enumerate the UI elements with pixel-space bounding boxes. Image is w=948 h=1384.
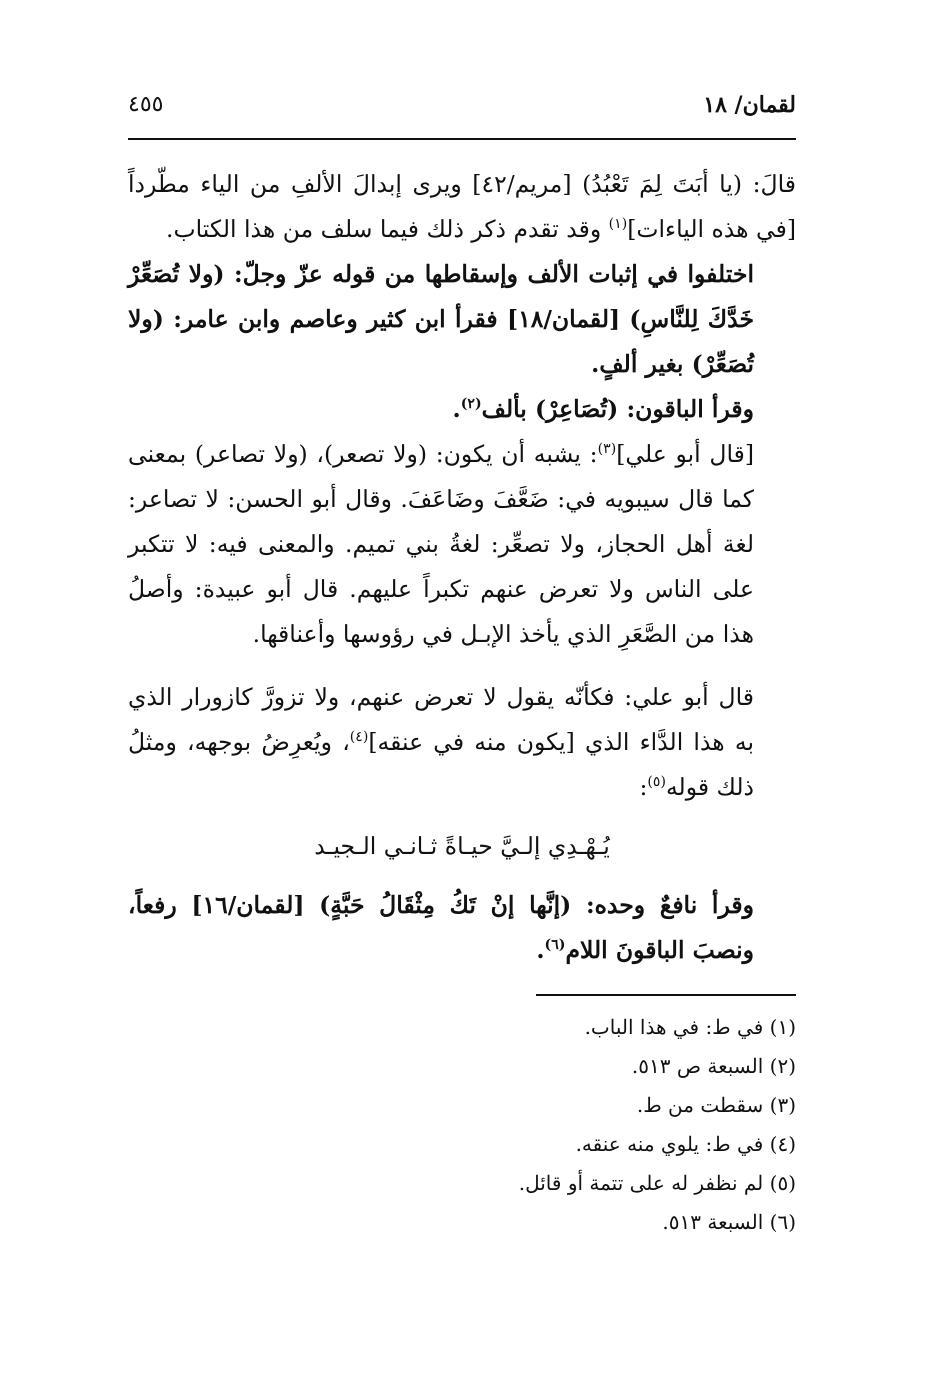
footnote-5: (٥) لم نظفر له على تتمة أو قائل. bbox=[518, 1171, 796, 1195]
paragraph-4: [قال أبو علي]$^{(٣)}$: يشبه أن يكون: (ولا تصعر)، (ولا تصاعر) بمعنى كما قال سيبويه في: ضَعَّفَ وضَاعَفَ. وقال أبو الحسن: لا تصاعر: لغة أهل الحجاز، ولا تصعِّر: لغةُ بني تميم. والمعنى فيه: لا تتكبر على الناس ولا تعرض عنهم تكبراً عليهم. قال أبو عبيدة: وأصلُ هذا من الصَّعَرِ الذي يأخذ الإبـل في رؤوسها وأعناقها. bbox=[128, 440, 755, 648]
footnote-ref: (٢) bbox=[460, 396, 482, 413]
footnotes bbox=[128, 1008, 796, 1242]
footnote-1: (١) في ط: في هذا الباب. bbox=[584, 1015, 796, 1039]
footnote-separator bbox=[536, 994, 796, 996]
footnote-6: (٦) السبعة ٥١٣. bbox=[662, 1210, 796, 1234]
header-rule bbox=[128, 138, 796, 140]
footnote-ref: (١) bbox=[608, 216, 628, 233]
footnote-3: (٣) سقطت من ط. bbox=[636, 1093, 796, 1117]
footnote-ref: (٤) bbox=[349, 729, 369, 746]
paragraph-3: وقرأ الباقون: (تُصَاعِرْ) بألف$^{(٢)}$. bbox=[452, 395, 754, 423]
footnote-ref: (٥) bbox=[647, 774, 666, 791]
footnote-ref: (٣) bbox=[597, 441, 617, 458]
running-title: لقمان/ ١٨ bbox=[703, 92, 796, 118]
main-text bbox=[128, 162, 796, 973]
footnote-ref: (٦) bbox=[544, 937, 566, 954]
page-header bbox=[128, 92, 796, 130]
footnote-2: (٢) السبعة ص ٥١٣. bbox=[631, 1054, 796, 1078]
page-number: ٤٥٥ bbox=[128, 92, 164, 117]
paragraph-2: اختلفوا في إثبات الألف وإسقاطها من قوله عزّ وجلّ: (ولا تُصَعِّرْ خَدَّكَ لِلنَّاسِ) [لقمان/١٨] فقرأ ابن كثير وعاصم وابن عامر: (ولا تُصَعِّرْ) بغير ألفٍ. bbox=[128, 260, 754, 378]
paragraph-1: قالَ: (يا أبَتَ لِمَ تَعْبُدُ) [مريم/٤٢] ويرى إبدالَ الألفِ من الياء مطّرداً [في هذه الياءات]$^{(١)}$ وقد تقدم ذكر ذلك فيما سلف من هذا الكتاب. bbox=[128, 170, 796, 243]
poetry-verse: يُـهْـدِي إلـيَّ حيـاةً ثـانـي الـجيـد bbox=[314, 832, 610, 860]
paragraph-5: قال أبو علي: فكأنّه يقول لا تعرض عنهم، ولا تزورَّ كازورار الذي به هذا الدَّاء الذي [يكون منه في عنقه]$^{(٤)}$، ويُعرِضُ بوجهه، ومثلُ ذلك قوله$^{(٥)}$: bbox=[128, 683, 754, 801]
paragraph-6: وقرأ نافعٌ وحده: (إنَّها إنْ تَكُ مِثْقَالُ حَبَّةٍ) [لقمان/١٦] رفعاً، ونصبَ الباقونَ اللام$^{(٦)}$. bbox=[128, 891, 755, 964]
footnote-4: (٤) في ط: يلوي منه عنقه. bbox=[575, 1132, 796, 1156]
